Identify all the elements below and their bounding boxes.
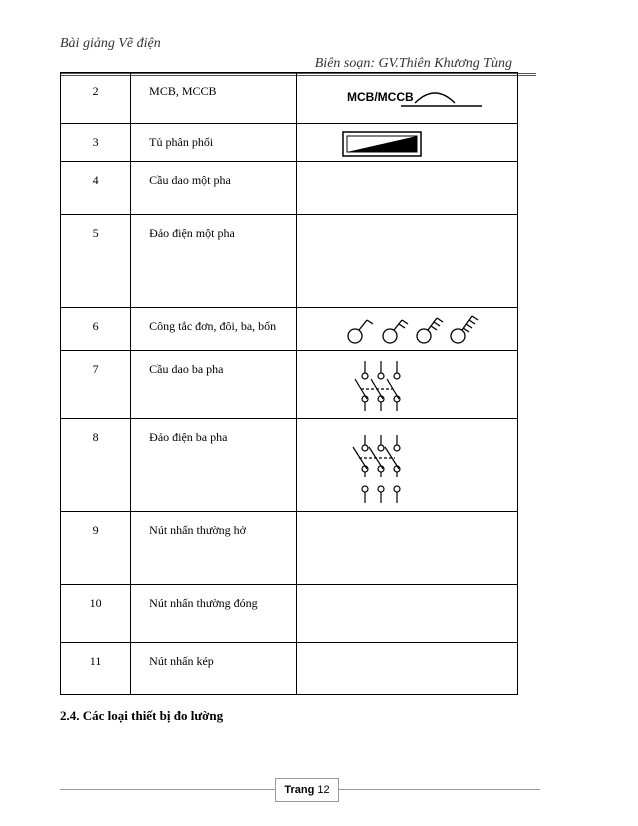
table-row xyxy=(61,215,518,308)
switch-icon xyxy=(297,308,517,350)
table-row xyxy=(61,643,518,695)
section-heading: 2.4. Các loại thiết bị đo lường xyxy=(60,708,224,723)
row-name: Nút nhấn thường đóng xyxy=(131,585,297,643)
table-row xyxy=(61,419,518,512)
row-name: Đảo điện một pha xyxy=(131,215,297,308)
three-phase-changeover-switch-icon xyxy=(297,419,517,511)
table-row xyxy=(61,308,518,351)
mcb-symbol-label: MCB/MCCB xyxy=(346,90,414,104)
row-symbol xyxy=(296,512,517,585)
row-symbol xyxy=(296,162,517,215)
row-number: 11 xyxy=(61,643,131,695)
row-name: Nút nhấn kép xyxy=(131,643,297,695)
row-number: 9 xyxy=(61,512,131,585)
page-label: Trang xyxy=(284,784,315,796)
distribution-board-icon xyxy=(297,124,517,161)
row-symbol xyxy=(296,351,517,419)
table-row xyxy=(61,512,518,585)
row-symbol xyxy=(296,73,517,124)
row-number: 4 xyxy=(61,162,131,215)
row-name: Công tắc đơn, đôi, ba, bốn xyxy=(131,308,297,351)
row-symbol xyxy=(296,585,517,643)
three-phase-knife-switch-icon xyxy=(297,351,517,418)
page-number xyxy=(275,778,339,802)
row-number: 7 xyxy=(61,351,131,419)
table-row xyxy=(61,124,518,162)
row-number: 5 xyxy=(61,215,131,308)
table-row xyxy=(61,585,518,643)
footer-rule-left xyxy=(60,789,275,790)
row-name: MCB, MCCB xyxy=(131,73,297,124)
footer-rule-right xyxy=(337,789,540,790)
row-number: 2 xyxy=(61,73,131,124)
header-author: Biên soạn: GV.Thiên Khương Tùng xyxy=(314,56,512,71)
row-number: 8 xyxy=(61,419,131,512)
table-row xyxy=(61,351,518,419)
row-symbol xyxy=(296,643,517,695)
row-name: Tủ phân phối xyxy=(131,124,297,162)
table-row xyxy=(61,73,518,124)
row-number: 6 xyxy=(61,308,131,351)
row-symbol xyxy=(296,419,517,512)
row-symbol xyxy=(296,215,517,308)
row-number: 10 xyxy=(61,585,131,643)
table-row xyxy=(61,162,518,215)
page-value: 12 xyxy=(317,784,330,796)
row-name: Cầu dao ba pha xyxy=(131,351,297,419)
row-name: Nút nhấn thường hở xyxy=(131,512,297,585)
row-name: Đảo điện ba pha xyxy=(131,419,297,512)
mcb-symbol-icon xyxy=(297,73,517,123)
row-symbol xyxy=(296,124,517,162)
symbol-table xyxy=(60,72,518,695)
row-number: 3 xyxy=(61,124,131,162)
row-name: Cầu dao một pha xyxy=(131,162,297,215)
row-symbol xyxy=(296,308,517,351)
header-left-title: Bài giảng Vẽ điện xyxy=(60,36,161,51)
